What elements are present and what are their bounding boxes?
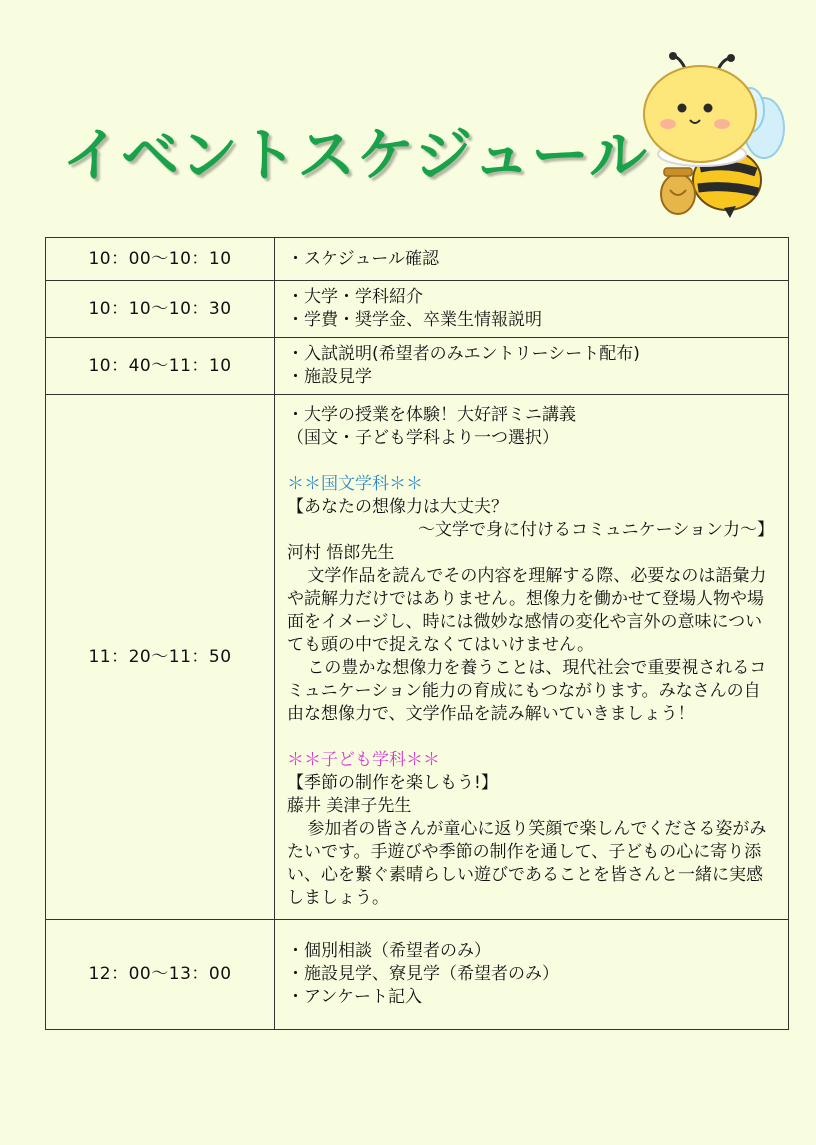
content-cell [275, 281, 789, 338]
kokubun-heading: ＊＊国文学科＊＊ [287, 474, 423, 494]
bee-mascot-illustration [632, 50, 788, 220]
list-item: ・個別相談（希望者のみ） [287, 941, 491, 961]
content-cell [275, 395, 789, 920]
table-row [46, 920, 789, 1030]
kodomo-paragraph: 参加者の皆さんが童心に返り笑顔で楽しんでくださる姿がみたいです。手遊びや季節の制作を通して、子どもの心に寄り添い、心を繋ぐ素晴らしい遊びであることを皆さんと一緒に実感しましょう。 [287, 819, 767, 908]
list-item: ・入試説明(希望者のみエントリーシート配布) [287, 344, 640, 364]
kokubun-lecture-subtitle: 〜文学で身に付けるコミュニケーション力〜】 [418, 520, 774, 540]
schedule-table [45, 237, 789, 1030]
kokubun-lecture-title: 【あなたの想像力は大丈夫？ [287, 497, 508, 517]
kokubun-paragraph: 文学作品を読んでその内容を理解する際、必要なのは語彙力や読解力だけではありません。想像力を働かせて登場人物や場面をイメージし、時には微妙な感情の変化や言外の意味についても頭の中で捉えなくてはいけません。 [287, 566, 767, 655]
list-item: ・学費・奨学金、卒業生情報説明 [287, 310, 542, 330]
content-cell [275, 920, 789, 1030]
kodomo-heading: ＊＊子ども学科＊＊ [287, 750, 440, 770]
list-item-note: （国文・子ども学科より一つ選択） [287, 428, 559, 448]
time-cell: 10：40〜11：10 [46, 338, 275, 395]
list-item: ・大学の授業を体験！大好評ミニ講義 [287, 405, 576, 425]
content-cell [275, 238, 789, 281]
table-row [46, 395, 789, 920]
time-cell: 11：20〜11：50 [46, 395, 275, 920]
kokubun-teacher: 河村 悟郎先生 [287, 543, 395, 563]
table-row [46, 281, 789, 338]
time-cell: 12：00〜13：00 [46, 920, 275, 1030]
table-row [46, 338, 789, 395]
page-title: イベントスケジュール [62, 121, 648, 189]
list-item: ・アンケート記入 [287, 987, 422, 1007]
time-cell: 10：10〜10：30 [46, 281, 275, 338]
kodomo-teacher: 藤井 美津子先生 [287, 796, 412, 816]
content-cell [275, 338, 789, 395]
kokubun-paragraph: この豊かな想像力を養うことは、現代社会で重要視されるコミュニケーション能力の育成にもつながります。みなさんの自由な想像力で、文学作品を読み解いていきましょう！ [287, 658, 767, 724]
spacer [287, 726, 776, 749]
list-item: ・施設見学 [287, 367, 372, 387]
table-row [46, 238, 789, 281]
kodomo-lecture-title: 【季節の制作を楽しもう!】 [287, 773, 498, 793]
time-cell: 10：00〜10：10 [46, 238, 275, 281]
list-item: ・施設見学、寮見学（希望者のみ） [287, 964, 559, 984]
list-item: ・スケジュール確認 [287, 248, 439, 269]
spacer [287, 450, 776, 473]
list-item: ・大学・学科紹介 [287, 287, 423, 307]
